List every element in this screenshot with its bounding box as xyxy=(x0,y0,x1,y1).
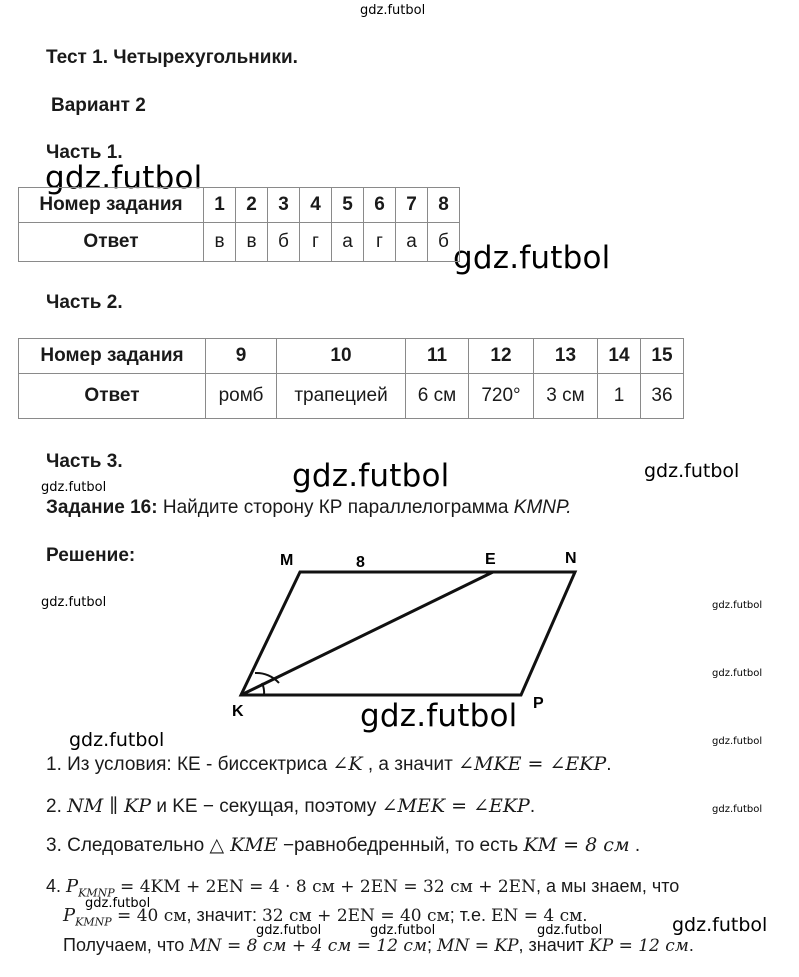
part2-answer-cell: 3 см xyxy=(534,374,598,419)
step-4-text: 4. xyxy=(46,876,67,896)
part1-answer-cell: а xyxy=(396,223,428,262)
step-1-text: . xyxy=(606,754,612,775)
step-4-text: , а мы знаем, что xyxy=(535,876,680,896)
step-6-text: ; xyxy=(427,935,438,955)
parallelogram-shape xyxy=(241,572,575,695)
step-1-math: ∠K xyxy=(332,753,363,775)
watermark-1: gdz.futbol xyxy=(45,160,203,196)
part1-answer-cell: в xyxy=(204,223,236,262)
step-5-subscript: KMNP xyxy=(75,915,112,929)
step-6-math: KP = 12 см xyxy=(589,936,689,956)
part1-task-cell: 5 xyxy=(332,188,364,223)
step-6-text: . xyxy=(688,935,694,955)
part1-task-cell: 1 xyxy=(204,188,236,223)
part2-task-cell: 11 xyxy=(406,339,469,374)
part2-heading: Часть 2. xyxy=(46,292,123,313)
task16-text: Найдите сторону КР параллелограмма xyxy=(157,497,514,518)
vertex-e-label: E xyxy=(485,551,496,568)
step-1-text: , а значит xyxy=(362,754,459,775)
step-5-math: 32 см + 2EN = 40 см xyxy=(261,906,450,926)
watermark-10: gdz.futbol xyxy=(69,729,165,751)
watermark-top: gdz.futbol xyxy=(360,3,426,18)
step-5 xyxy=(63,905,587,929)
step-5-text: . xyxy=(582,905,588,925)
bisector-ke xyxy=(241,572,493,695)
step-6-text: Получаем, что xyxy=(63,935,190,955)
part1-task-cell: 4 xyxy=(300,188,332,223)
part1-answer-cell: а xyxy=(332,223,364,262)
part3-heading: Часть 3. xyxy=(46,451,123,472)
step-5-text: , значит: xyxy=(186,905,262,925)
part1-answer-cell: б xyxy=(428,223,460,262)
step-2-text: 2. xyxy=(46,796,68,817)
part1-task-label: Номер задания xyxy=(19,188,204,223)
watermark-11: gdz.futbol xyxy=(712,736,763,747)
part1-answer-cell: г xyxy=(300,223,332,262)
part1-answer-label: Ответ xyxy=(19,223,204,262)
part2-task-cell: 14 xyxy=(598,339,641,374)
step-3-text: −равнобедренный, то есть xyxy=(277,835,524,856)
watermark-4: gdz.futbol xyxy=(644,460,740,482)
part2-task-cell: 12 xyxy=(469,339,534,374)
watermark-3: gdz.futbol xyxy=(292,458,450,494)
variant-heading: Вариант 2 xyxy=(51,95,146,116)
step-4 xyxy=(46,876,679,900)
part1-answer-cell: б xyxy=(268,223,300,262)
part1-answer-cell: в xyxy=(236,223,268,262)
solution-label: Решение: xyxy=(46,545,136,566)
watermark-7: gdz.futbol xyxy=(712,600,763,611)
step-6-math: MN = KP xyxy=(437,936,519,956)
part2-task-cell: 9 xyxy=(206,339,277,374)
part1-answer-cell: г xyxy=(364,223,396,262)
step-1 xyxy=(46,753,612,776)
step-2-text: . xyxy=(529,796,536,817)
step-1-math: ∠MKE = ∠EKP xyxy=(458,753,607,775)
part1-task-cell: 6 xyxy=(364,188,396,223)
watermark-12: gdz.futbol xyxy=(712,804,763,815)
step-3-math: △ KME xyxy=(209,834,278,856)
step-2-text: − секущая, поэтому xyxy=(197,796,382,817)
step-1-text: 1. Из условия: КЕ - биссектриса xyxy=(46,754,333,775)
step-5-math: EN = 4 см xyxy=(491,906,583,926)
page-title: Тест 1. Четырехугольники. xyxy=(46,47,298,68)
part1-task-cell: 2 xyxy=(236,188,268,223)
part2-task-label: Номер задания xyxy=(19,339,206,374)
part2-answer-cell: 1 xyxy=(598,374,641,419)
step-3-text: . xyxy=(629,835,641,856)
vertex-n-label: N xyxy=(565,550,577,567)
vertex-m-label: M xyxy=(280,552,294,569)
step-2-math: NM ∥ KP xyxy=(67,795,152,817)
step-5-text: ; т.е. xyxy=(449,905,492,925)
step-4-math: P xyxy=(66,876,79,897)
angle-arc-inner xyxy=(262,683,264,695)
watermark-5: gdz.futbol xyxy=(41,480,107,495)
watermark-8: gdz.futbol xyxy=(712,668,763,679)
watermark-16: gdz.futbol xyxy=(370,923,436,938)
part2-answer-cell: ромб xyxy=(206,374,277,419)
step-4-math: = 4KM + 2EN = 4 · 8 см + 2EN = 32 см + 2EN xyxy=(114,877,536,897)
step-2-math: ∠MEK = ∠EKP xyxy=(381,795,530,817)
step-2-text: и xyxy=(151,796,173,817)
part2-task-cell: 10 xyxy=(277,339,406,374)
step-6-math: MN = 8 см + 4 см = 12 см xyxy=(189,936,428,956)
step-3-math: KM = 8 см xyxy=(523,834,630,856)
step-2 xyxy=(46,795,535,818)
watermark-15: gdz.futbol xyxy=(256,923,322,938)
watermark-2: gdz.futbol xyxy=(453,240,611,276)
step-4-subscript: KMNP xyxy=(78,886,115,900)
part2-answer-cell: 36 xyxy=(641,374,684,419)
task16-label: Задание 16: xyxy=(46,497,158,518)
task16-figure: KMNP. xyxy=(513,497,572,518)
segment-me-label: 8 xyxy=(356,554,365,571)
part1-heading: Часть 1. xyxy=(46,142,123,163)
vertex-p-label: P xyxy=(533,695,544,712)
part2-answer-cell: 720° xyxy=(469,374,534,419)
part2-answer-cell: трапецией xyxy=(277,374,406,419)
watermark-13: gdz.futbol xyxy=(85,896,151,911)
step-5-math: P xyxy=(63,905,76,926)
step-6 xyxy=(63,935,694,956)
watermark-9: gdz.futbol xyxy=(360,698,518,734)
part1-task-cell: 8 xyxy=(428,188,460,223)
part2-answer-cell: 6 см xyxy=(406,374,469,419)
step-3 xyxy=(46,834,640,857)
watermark-14: gdz.futbol xyxy=(672,914,768,936)
vertex-k-label: K xyxy=(232,703,244,720)
watermark-17: gdz.futbol xyxy=(537,923,603,938)
step-3-text: 3. Следовательно xyxy=(46,835,210,856)
part1-task-cell: 7 xyxy=(396,188,428,223)
step-5-math: = 40 см xyxy=(111,906,187,926)
step-6-text: , значит xyxy=(518,935,590,955)
part1-task-cell: 3 xyxy=(268,188,300,223)
part2-task-cell: 13 xyxy=(534,339,598,374)
part2-answer-label: Ответ xyxy=(19,374,206,419)
watermark-6: gdz.futbol xyxy=(41,595,107,610)
part2-task-cell: 15 xyxy=(641,339,684,374)
step-2-text: KE xyxy=(172,796,198,817)
